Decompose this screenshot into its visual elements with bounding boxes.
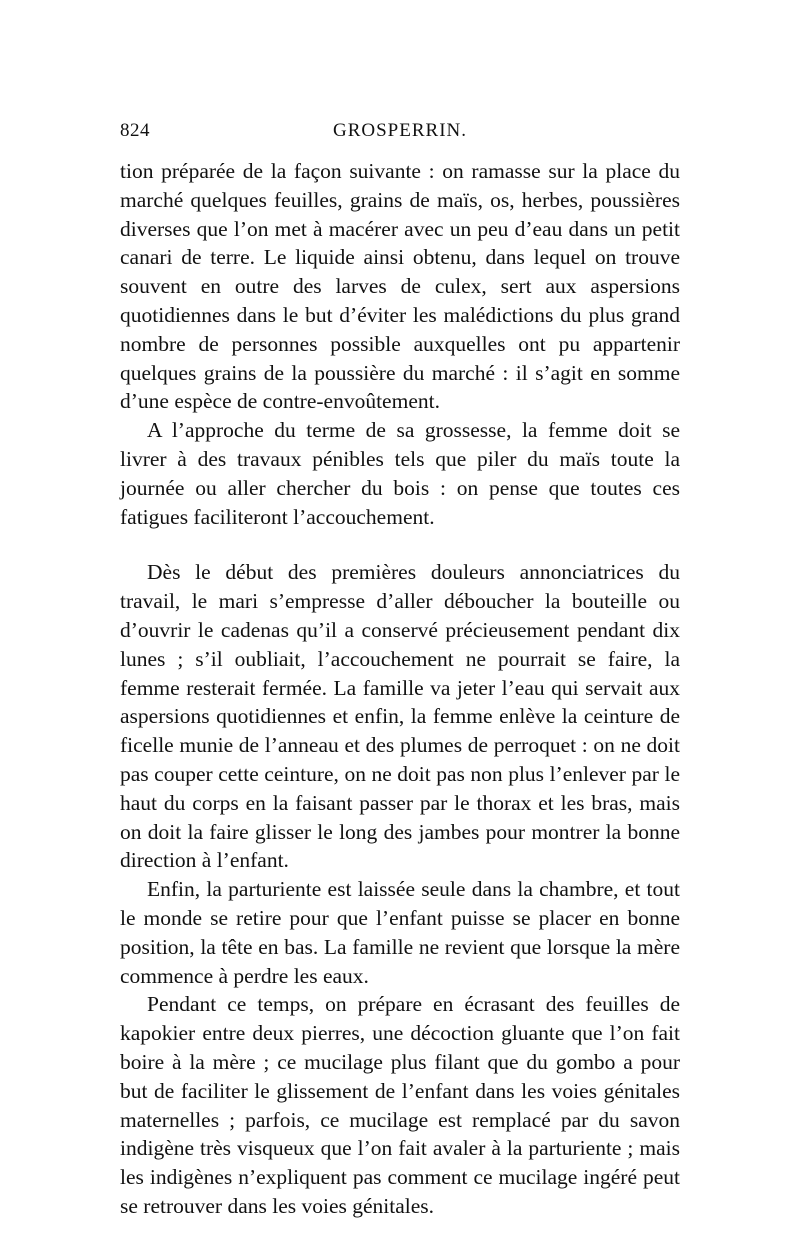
page-header — [120, 120, 680, 150]
running-head: GROSPERRIN. — [333, 120, 467, 141]
paragraph-mucilage: Pendant ce temps, on prépare en écrasant des feuilles de kapokier entre deux pierres, une décoction gluante que l’on fait boire à la mère ; ce mucilage plus filant que du gombo a pour but de faciliter le glissement de l’enfant dans les voies génitales maternelles ; parfois, ce mucilage est remplacé par du savon indigène très visqueux que l’on fait avaler à la parturiente ; mais les indigènes n’expliquent pas comment ce mucilage ingéré peut se retrouver dans les voies génitales. — [120, 992, 680, 1218]
page-number: 824 — [120, 120, 150, 141]
paragraph-approach-of-term: A l’approche du terme de sa grossesse, la femme doit se livrer à des travaux pénibles tels que piler du maïs toute la journée ou aller chercher du bois : on pense que toutes ces fatigues faciliteront l’accouchement. — [120, 418, 680, 529]
paragraph-labor-onset: Dès le début des premières douleurs annonciatrices du travail, le mari s’empresse d’aller déboucher la bouteille ou d’ouvrir le cadenas qu’il a conservé précieusement pendant dix lunes ; s’il oubliait, l’accouchement ne pourrait se faire, la femme resterait fermée. La famille va jeter l’eau qui servait aux aspersions quotidiennes et enfin, la femme enlève la ceinture de ficelle munie de l’anneau et des plumes de perroquet : on ne doit pas couper cette ceinture, on ne doit pas non plus l’enlever par le haut du corps en la faisant passer par le thorax et les bras, mais on doit la faire glisser le long des jambes pour montrer la bonne direction à l’enfant. — [120, 560, 680, 873]
body-text — [120, 157, 680, 1221]
paragraph-parturient-alone: Enfin, la parturiente est laissée seule dans la chambre, et tout le monde se retire pour que l’enfant puisse se placer en bonne position, la tête en bas. La famille ne revient que lorsque la mère commence à perdre les eaux. — [120, 877, 680, 988]
paragraph-continuation: tion préparée de la façon suivante : on ramasse sur la place du marché quelques feuilles, grains de maïs, os, herbes, poussières diverses que l’on met à macérer avec un peu d’eau dans un petit canari de terre. Le liquide ainsi obtenu, dans lequel on trouve souvent en outre des larves de culex, sert aux aspersions quotidiennes dans le but d’éviter les malédictions du plus grand nombre de personnes possible auxquelles ont pu appartenir quelques grains de la poussière du marché : il s’agit en somme d’une espèce de contre-envoûtement. — [120, 159, 680, 414]
